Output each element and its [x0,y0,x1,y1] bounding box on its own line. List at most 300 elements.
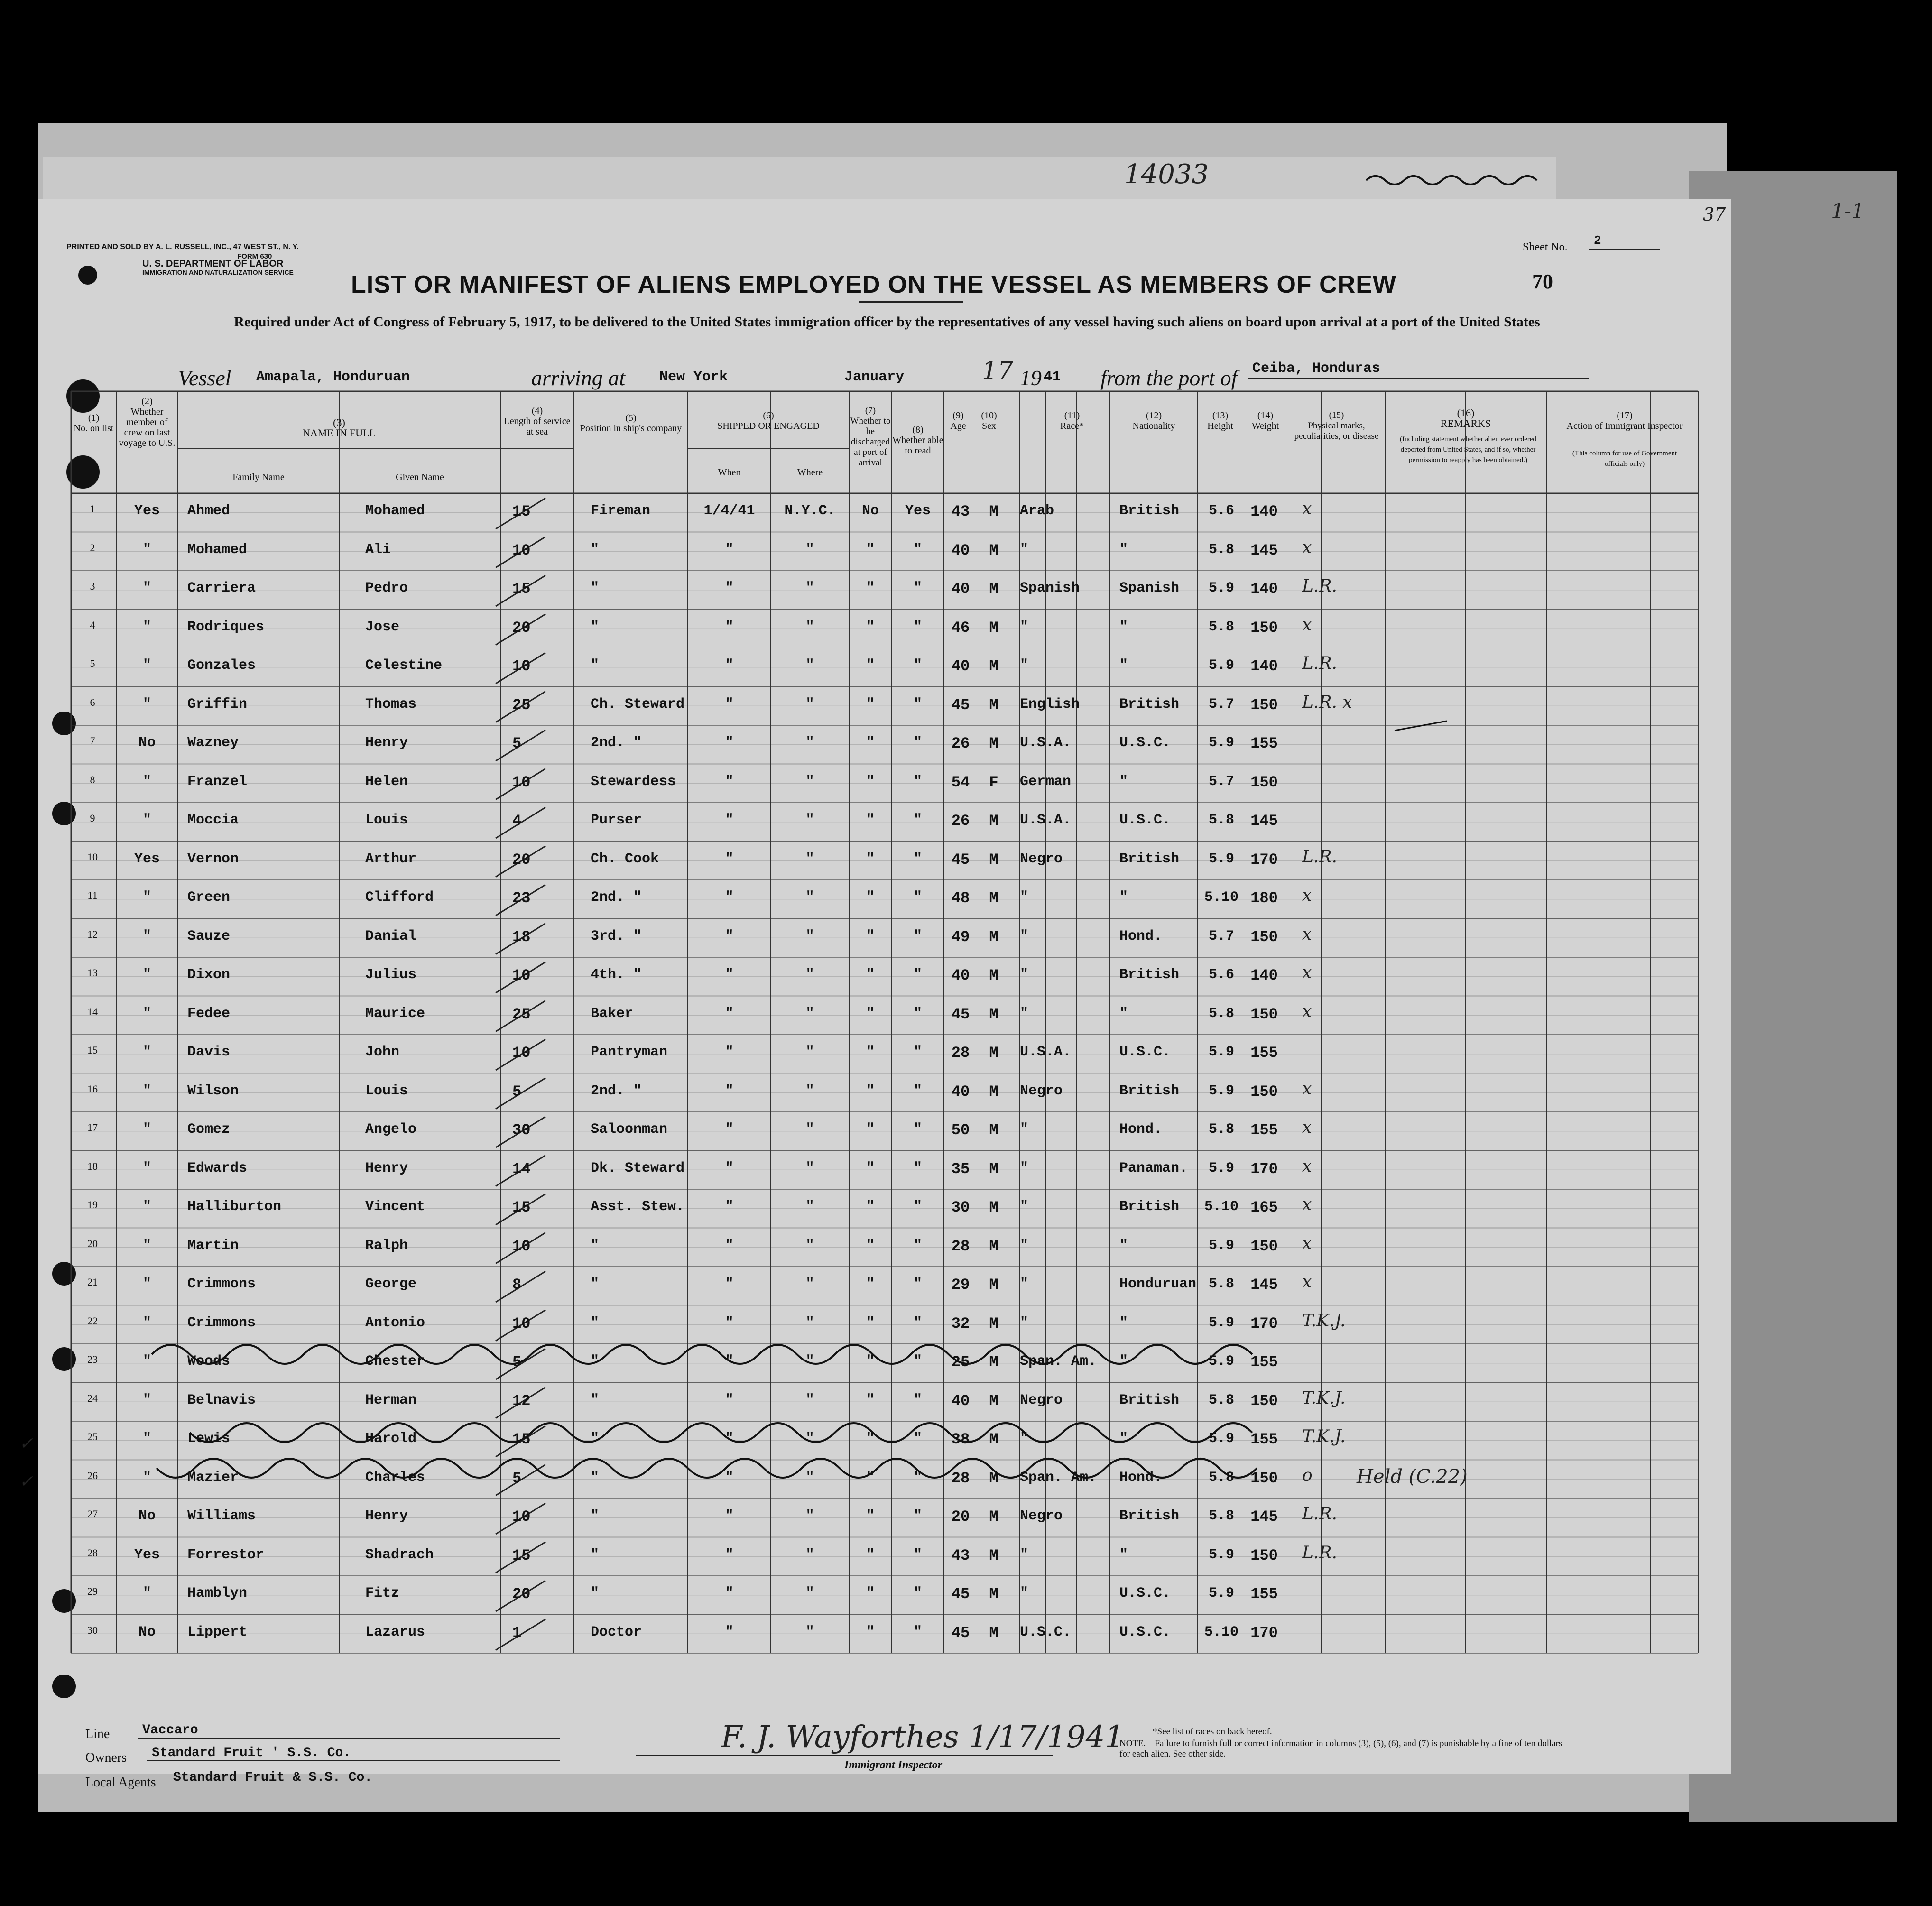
cell-where: " [805,1585,814,1601]
cell-mark: L.R. [1302,576,1337,596]
cell-family: Lewis [187,1431,231,1447]
cell-when: " [725,1199,734,1215]
cell-nat: " [1119,773,1128,790]
cell-when: " [725,967,734,983]
column-number: (1) [88,413,100,423]
cell-ht: 5.8 [1208,1469,1234,1486]
cell-mark: x [1302,1195,1312,1214]
cell-when: 1/4/41 [703,503,755,519]
cell-family: Green [187,889,231,906]
cell-disc: " [866,1508,875,1524]
cell-sex: F [989,773,998,791]
cell-family: Williams [187,1508,256,1524]
cell-ht: 5.10 [1204,1624,1239,1640]
cell-given: John [365,1044,400,1060]
cell-race: Span. Am. [1020,1469,1097,1486]
cell-age: 28 [951,1044,970,1062]
cell-disc: " [866,619,875,635]
cell-family: Martin [187,1237,239,1254]
sheet-number: 2 [1594,233,1601,248]
cell-prev: Yes [134,851,160,867]
agents-label: Local Agents [85,1775,156,1790]
cell-given: Henry [365,1160,408,1176]
cell-ht: 5.9 [1208,1237,1234,1254]
cell-wt: 170 [1250,1624,1278,1642]
cell-read: " [913,619,922,635]
cell-pos: Saloonman [591,1121,668,1138]
cell-no: 21 [87,1276,98,1288]
cell-mark: x [1302,1118,1312,1137]
cell-prev: " [142,1121,151,1138]
cell-where: " [805,1276,814,1292]
cell-race: Spanish [1020,580,1080,596]
cell-family: Griffin [187,696,248,712]
cell-where: " [805,967,814,983]
cell-disc: " [866,812,875,828]
cell-when: " [725,1469,734,1486]
cell-no: 17 [87,1121,98,1133]
column-label: (This column for use of Government officials only) [1572,450,1677,468]
cell-sex: M [989,812,998,830]
cell-wt: 145 [1250,541,1278,559]
cell-nat: " [1119,1314,1128,1331]
cell-given: Arthur [365,851,417,867]
cell-where: " [805,812,814,828]
cell-pos: Stewardess [591,773,676,790]
cell-prev: " [142,541,151,558]
cell-ht: 5.6 [1208,503,1234,519]
cell-svc: 15 [512,580,531,598]
cell-age: 54 [951,773,970,791]
cell-read: " [913,1508,922,1524]
cell-ht: 5.8 [1208,619,1234,635]
cell-race: " [1020,967,1029,983]
cell-wt: 170 [1250,1314,1278,1332]
cell-no: 7 [90,735,95,747]
column-label: No. on list [74,423,114,434]
line-label: Line [85,1727,110,1741]
cell-read: " [913,928,922,944]
cell-disc: " [866,967,875,983]
races-note: *See list of races on back hereof. [1153,1727,1272,1737]
cell-wt: 150 [1250,1392,1278,1410]
cell-prev: " [142,1160,151,1176]
cell-where: " [805,696,814,712]
cell-age: 38 [951,1431,970,1448]
cell-mark: L.R. [1302,654,1337,673]
cell-ht: 5.7 [1208,696,1234,712]
cell-read: " [913,773,922,790]
cell-disc: " [866,1314,875,1331]
cell-age: 45 [951,851,970,869]
cell-age: 26 [951,812,970,830]
cell-age: 32 [951,1314,970,1332]
cell-when: " [725,773,734,790]
cell-svc: 5 [512,735,522,752]
cell-pos: 2nd. " [591,735,642,751]
cell-disc: " [866,657,875,674]
cell-read: " [913,1160,922,1176]
cell-given: Pedro [365,580,408,596]
cell-given: Maurice [365,1005,425,1022]
cell-nat: " [1119,541,1128,558]
column-label: Whether able to read [892,435,943,456]
cell-read: " [913,1469,922,1486]
inspector-label: Immigrant Inspector [844,1759,943,1771]
cell-read: " [913,1121,922,1138]
cell-ht: 5.9 [1208,1585,1234,1601]
cell-ht: 5.9 [1208,1160,1234,1176]
cell-mark: x [1302,963,1312,982]
cell-pos: " [591,1469,600,1486]
cell-when: " [725,1121,734,1138]
svg-text:✓: ✓ [19,1434,34,1453]
cell-given: Angelo [365,1121,417,1138]
cell-sex: M [989,1005,998,1023]
cell-age: 49 [951,928,970,946]
from-label: from the port of [1100,366,1238,390]
cell-sex: M [989,696,998,714]
cell-where: " [805,773,814,790]
cell-prev: " [142,1314,151,1331]
column-label: REMARKS [1440,417,1491,429]
column-number: (13) [1212,410,1229,421]
owners-value: Standard Fruit ' S.S. Co. [152,1746,351,1760]
cell-sex: M [989,1160,998,1178]
cell-age: 45 [951,1585,970,1603]
cell-mark: x [1302,886,1312,905]
cell-disc: " [866,1121,875,1138]
cell-no: 8 [90,773,95,786]
cell-prev: " [142,773,151,790]
cell-svc: 5 [512,1083,522,1101]
cell-no: 26 [87,1469,98,1481]
column-label: Family Name [232,472,285,482]
cell-family: Ahmed [187,503,231,519]
cell-sex: M [989,1353,998,1371]
page-title: LIST OR MANIFEST OF ALIENS EMPLOYED ON THE VESSEL AS MEMBERS OF CREW [351,271,1396,298]
column-number: (9) [952,410,964,421]
cell-sex: M [989,580,998,598]
column-number: (10) [981,410,997,421]
cell-read: " [913,1083,922,1099]
cell-wt: 180 [1250,889,1278,907]
cell-pos: Ch. Steward [591,696,685,712]
cell-read: " [913,812,922,828]
cell-race: English [1020,696,1080,712]
cell-family: Vernon [187,851,239,867]
cell-nat: " [1119,619,1128,635]
cell-prev: " [142,1431,151,1447]
cell-sex: M [989,1469,998,1487]
cell-family: Edwards [187,1160,248,1176]
cell-svc: 25 [512,1005,531,1023]
cell-when: " [725,1546,734,1563]
cell-race: Negro [1020,1508,1063,1524]
cell-svc: 10 [512,1314,531,1332]
cell-family: Gomez [187,1121,231,1138]
cell-when: " [725,619,734,635]
cell-wt: 150 [1250,696,1278,714]
cell-where: N.Y.C. [784,503,836,519]
cell-age: 43 [951,503,970,520]
cell-when: " [725,1431,734,1447]
cell-svc: 4 [512,812,522,830]
cell-sex: M [989,619,998,637]
cell-race: Negro [1020,851,1063,867]
cell-svc: 10 [512,1044,531,1062]
cell-family: Fedee [187,1005,231,1022]
cell-prev: Yes [134,503,160,519]
cell-wt: 150 [1250,619,1278,637]
cell-given: Mohamed [365,503,425,519]
cell-disc: " [866,735,875,751]
cell-age: 40 [951,580,970,598]
column-label: Nationality [1132,421,1175,431]
cell-pos: " [591,1314,600,1331]
cell-family: Dixon [187,967,231,983]
cell-disc: " [866,1431,875,1447]
cell-no: 11 [87,889,98,901]
cell-nat: Honduruan [1119,1276,1197,1292]
cell-given: Vincent [365,1199,425,1215]
agents-value: Standard Fruit & S.S. Co. [173,1770,373,1785]
cell-sex: M [989,1624,998,1642]
cell-when: " [725,1353,734,1369]
cell-wt: 140 [1250,967,1278,984]
cell-nat: Hond. [1119,1121,1163,1138]
cell-no: 30 [87,1624,98,1636]
cell-given: Fitz [365,1585,400,1601]
cell-nat: British [1119,1199,1180,1215]
cell-sex: M [989,1083,998,1101]
cell-disc: " [866,1469,875,1486]
cell-age: 28 [951,1469,970,1487]
cell-pos: Fireman [591,503,651,519]
cell-race: " [1020,1199,1029,1215]
cell-where: " [805,1044,814,1060]
cell-family: Mazier [187,1469,239,1486]
cell-sex: M [989,1585,998,1603]
cell-mark: o [1302,1465,1313,1485]
cell-nat: British [1119,1392,1180,1408]
cell-mark: x [1302,1156,1312,1176]
cell-no: 18 [87,1160,98,1172]
cell-ht: 5.8 [1208,1508,1234,1524]
cell-read: Yes [905,503,931,519]
cell-sex: M [989,1392,998,1410]
cell-no: 20 [87,1237,98,1249]
cell-wt: 145 [1250,812,1278,830]
cell-sex: M [989,1199,998,1216]
cell-disc: " [866,1353,875,1369]
cell-nat: British [1119,1508,1180,1524]
cell-prev: " [142,1005,151,1022]
cell-prev: " [142,1585,151,1601]
cell-mark: x [1302,924,1312,944]
cell-given: George [365,1276,417,1292]
cell-family: Hamblyn [187,1585,248,1601]
cell-wt: 150 [1250,1237,1278,1255]
cell-given: Henry [365,735,408,751]
cell-pos: Purser [591,812,642,828]
cell-svc: 18 [512,928,531,946]
cell-read: " [913,1546,922,1563]
cell-wt: 145 [1250,1508,1278,1526]
cell-ht: 5.9 [1208,1044,1234,1060]
cell-when: " [725,889,734,906]
cell-no: 28 [87,1546,98,1559]
inspector-signature: F. J. Wayforthes 1/17/1941 [721,1720,1124,1755]
arriving-port: New York [659,369,728,385]
cell-age: 43 [951,1546,970,1564]
cell-svc: 25 [512,696,531,714]
vessel-name: Amapala, Honduruan [256,369,410,385]
cell-prev: Yes [134,1546,160,1563]
cell-where: " [805,1005,814,1022]
cell-family: Belnavis [187,1392,256,1408]
cell-pos: Asst. Stew. [591,1199,685,1215]
sheet-label: Sheet No. [1523,241,1568,253]
cell-ht: 5.9 [1208,580,1234,596]
cell-given: Louis [365,812,408,828]
cell-given: Thomas [365,696,417,712]
column-label: Sex [982,421,996,431]
cell-nat: British [1119,503,1180,519]
column-label: Given Name [396,472,444,482]
cell-when: " [725,928,734,944]
cell-age: 40 [951,1392,970,1410]
svg-text:✓: ✓ [19,1472,34,1491]
column-number: (2) [141,396,153,407]
cell-family: Crimmons [187,1276,256,1292]
cell-no: 15 [87,1044,98,1056]
cell-when: " [725,851,734,867]
cell-read: " [913,580,922,596]
cell-ht: 5.10 [1204,889,1239,906]
cell-family: Crimmons [187,1314,256,1331]
cell-family: Davis [187,1044,231,1060]
cell-nat: " [1119,1546,1128,1563]
cell-race: " [1020,1121,1029,1138]
column-number: (4) [531,406,543,416]
cell-race: " [1020,889,1029,906]
cell-svc: 8 [512,1276,522,1294]
cell-mark: x [1302,1001,1312,1021]
cell-pos: " [591,1392,600,1408]
cell-prev: " [142,1353,151,1369]
cell-wt: 150 [1250,1083,1278,1101]
cell-read: " [913,889,922,906]
column-number: (3) [333,416,345,428]
cell-age: 48 [951,889,970,907]
column-label: Whether to be discharged at port of arrival [850,416,891,468]
service: IMMIGRATION AND NATURALIZATION SERVICE [142,268,294,276]
cell-nat: Hond. [1119,928,1163,944]
cell-sex: M [989,1508,998,1526]
cell-sex: M [989,1546,998,1564]
cell-prev: No [138,735,156,751]
cell-nat: " [1119,1237,1128,1254]
cell-read: " [913,1431,922,1447]
cell-svc: 5 [512,1469,522,1487]
cell-pos: " [591,580,600,596]
cell-svc: 20 [512,619,531,637]
column-label: Action of Immigrant Inspector [1566,421,1683,431]
department: U. S. DEPARTMENT OF LABOR [142,259,284,269]
cell-where: " [805,541,814,558]
cell-ht: 5.8 [1208,1392,1234,1408]
cell-race: " [1020,541,1029,558]
cell-svc: 1 [512,1624,522,1642]
cell-wt: 155 [1250,1044,1278,1062]
vessel-label: Vessel [178,366,231,390]
cell-given: Charles [365,1469,425,1486]
cell-family: Wazney [187,735,239,751]
cell-no: 1 [90,503,95,515]
cell-when: " [725,1237,734,1254]
cell-age: 35 [951,1160,970,1178]
cell-pos: 2nd. " [591,1083,642,1099]
cell-nat: Panaman. [1119,1160,1188,1176]
cell-where: " [805,1508,814,1524]
cell-disc: " [866,1276,875,1292]
cell-read: " [913,1005,922,1022]
cell-when: " [725,1005,734,1022]
cell-when: " [725,1314,734,1331]
cell-family: Franzel [187,773,248,790]
cell-read: " [913,541,922,558]
cell-mark: L.R. [1302,1504,1337,1524]
cell-race: U.S.A. [1020,735,1072,751]
penalty-note: NOTE.—Failure to furnish full or correct information in columns (3), (5), (6), and (7) is punishable by a fine of ten dollars for each alien. See other side. [1119,1739,1562,1759]
cell-sex: M [989,1314,998,1332]
cell-disc: " [866,1044,875,1060]
cell-ht: 5.9 [1208,1314,1234,1331]
cell-race: " [1020,1431,1029,1447]
slip-number: 14033 [1124,159,1209,190]
cell-where: " [805,1237,814,1254]
cell-wt: 145 [1250,1276,1278,1294]
cell-race: U.S.A. [1020,1044,1072,1060]
cell-no: 4 [90,619,95,631]
cell-read: " [913,696,922,712]
cell-pos: " [591,1353,600,1369]
cell-nat: U.S.C. [1119,1624,1171,1640]
cell-nat: U.S.C. [1119,1044,1171,1060]
cell-svc: 15 [512,1431,531,1448]
cell-where: " [805,928,814,944]
cell-svc: 10 [512,1237,531,1255]
cell-read: " [913,1585,922,1601]
cell-where: " [805,1353,814,1369]
cell-svc: 23 [512,889,531,907]
cell-mark: x [1302,537,1312,557]
cell-prev: " [142,1392,151,1408]
cell-ht: 5.8 [1208,1121,1234,1138]
column-label: (Including statement whether alien ever ordered deported from United States, and if so, whether permission to reapply has been obtained.) [1400,435,1536,464]
cell-mark: T.K.J. [1302,1388,1346,1408]
cell-given: Herman [365,1392,417,1408]
column-number: (17) [1617,410,1633,421]
cell-prev: " [142,1237,151,1254]
cell-age: 40 [951,967,970,984]
cell-age: 20 [951,1508,970,1526]
cell-pos: " [591,1237,600,1254]
cell-prev: " [142,1199,151,1215]
cell-where: " [805,1392,814,1408]
cell-given: Antonio [365,1314,425,1331]
